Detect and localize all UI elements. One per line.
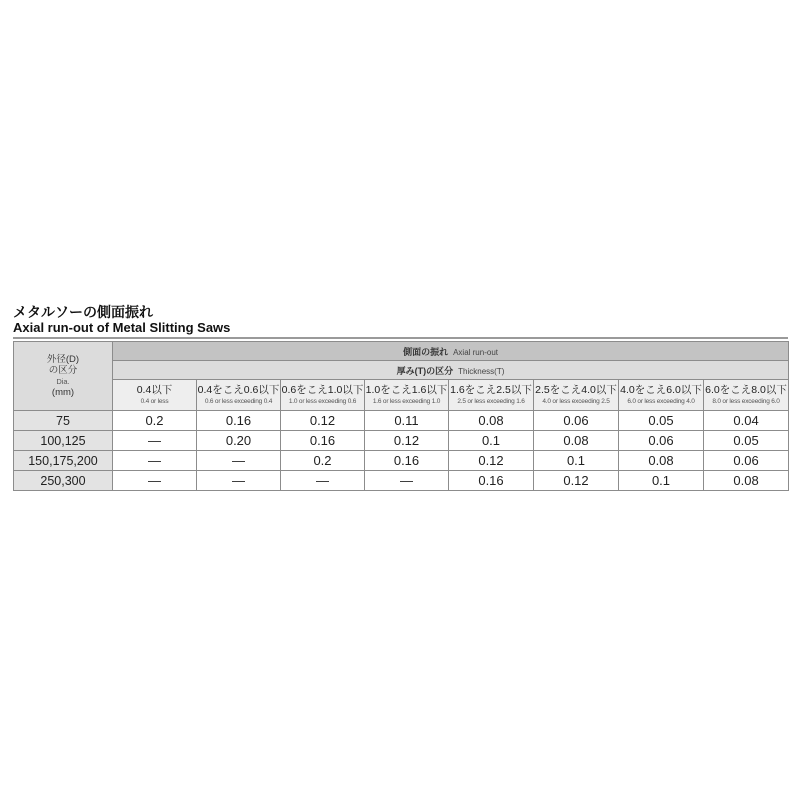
- table-cell: 0.12: [281, 411, 365, 431]
- row-diameter: 100,125: [14, 431, 113, 451]
- title-japanese: メタルソーの側面振れ: [13, 304, 153, 320]
- column-header-en: 4.0 or less exceeding 2.5: [542, 398, 610, 405]
- column-header-jp: 0.4以下: [136, 384, 173, 396]
- dia-header-line3: Dia.: [56, 377, 70, 386]
- thickness-header-en: Thickness(T): [458, 366, 505, 376]
- table-cell: 0.1: [534, 451, 619, 471]
- table-cell: —: [113, 451, 197, 471]
- table-row: [14, 451, 789, 471]
- table-cell: 0.08: [449, 411, 534, 431]
- row-diameter: 150,175,200: [14, 451, 113, 471]
- table-cell: 0.12: [365, 431, 449, 451]
- table-cell: 0.12: [534, 471, 619, 491]
- table-cell: —: [197, 471, 281, 491]
- column-header-en: 2.5 or less exceeding 1.6: [457, 398, 525, 405]
- dia-header: [14, 342, 113, 411]
- column-header-jp: 6.0をこえ8.0以下: [705, 384, 787, 396]
- table-cell: 0.2: [281, 451, 365, 471]
- column-header: [704, 380, 789, 411]
- row-diameter: 250,300: [14, 471, 113, 491]
- table-cell: 0.16: [197, 411, 281, 431]
- axial-runout-header-jp: 側面の振れ: [403, 346, 449, 357]
- table-cell: 0.2: [113, 411, 197, 431]
- table-cell: 0.11: [365, 411, 449, 431]
- axial-runout-header-en: Axial run-out: [453, 347, 498, 357]
- thickness-header: [113, 361, 789, 380]
- column-header-en: 0.6 or less exceeding 0.4: [204, 398, 273, 405]
- dia-header-line4: (mm): [51, 387, 75, 398]
- table-cell: 0.20: [197, 431, 281, 451]
- table-cell: 0.08: [704, 471, 789, 491]
- table-cell: 0.16: [449, 471, 534, 491]
- table-cell: —: [281, 471, 365, 491]
- column-header-jp: 4.0をこえ6.0以下: [620, 384, 702, 396]
- axial-runout-header: [113, 342, 789, 361]
- table-row: [14, 431, 789, 451]
- thickness-header-jp: 厚み(T)の区分: [396, 365, 454, 376]
- table-cell: —: [365, 471, 449, 491]
- table-cell: 0.04: [704, 411, 789, 431]
- column-header-jp: 0.6をこえ1.0以下: [281, 384, 364, 396]
- column-header-en: 1.6 or less exceeding 1.0: [372, 398, 441, 405]
- table-cell: 0.06: [619, 431, 704, 451]
- table-row: [14, 471, 789, 491]
- table-cell: 0.12: [449, 451, 534, 471]
- column-header: [534, 380, 619, 411]
- table-cell: 0.06: [534, 411, 619, 431]
- row-diameter: 75: [14, 411, 113, 431]
- table-cell: 0.05: [704, 431, 789, 451]
- column-header-en: 1.0 or less exceeding 0.6: [288, 398, 357, 405]
- column-header: [197, 380, 281, 411]
- table-cell: 0.1: [619, 471, 704, 491]
- runout-table: [13, 341, 789, 491]
- table-cell: 0.16: [281, 431, 365, 451]
- column-header-en: 0.4 or less: [140, 398, 169, 405]
- title-english: Axial run-out of Metal Slitting Saws: [13, 320, 231, 335]
- table-cell: 0.05: [619, 411, 704, 431]
- table-cell: —: [113, 471, 197, 491]
- column-header: [113, 380, 197, 411]
- table-cell: 0.08: [619, 451, 704, 471]
- table-cell: 0.16: [365, 451, 449, 471]
- column-header: [281, 380, 365, 411]
- dia-header-line1: 外径(D): [46, 354, 80, 365]
- column-header: [619, 380, 704, 411]
- column-header-en: 8.0 or less exceeding 6.0: [712, 398, 780, 405]
- title-underline: [13, 337, 788, 339]
- column-header-jp: 0.4をこえ0.6以下: [197, 384, 280, 396]
- table-cell: 0.08: [534, 431, 619, 451]
- column-header-jp: 1.6をこえ2.5以下: [450, 384, 532, 396]
- column-header-jp: 2.5をこえ4.0以下: [535, 384, 617, 396]
- column-header-jp: 1.0をこえ1.6以下: [365, 384, 448, 396]
- table-cell: 0.06: [704, 451, 789, 471]
- column-header: [365, 380, 449, 411]
- table-cell: 0.1: [449, 431, 534, 451]
- table-row: [14, 411, 789, 431]
- table-cell: —: [113, 431, 197, 451]
- column-header: [449, 380, 534, 411]
- dia-header-line2: の区分: [48, 365, 78, 376]
- column-header-en: 6.0 or less exceeding 4.0: [627, 398, 695, 405]
- table-cell: —: [197, 451, 281, 471]
